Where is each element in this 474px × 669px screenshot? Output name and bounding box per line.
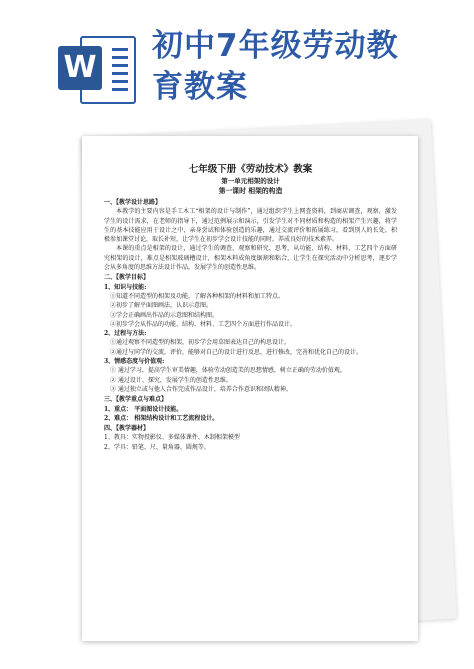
list-item: 1、重点： 平面图设计技能。	[104, 405, 183, 413]
list-item: ① 通过学习，提高学生审美情趣，体验劳动创造美的思想情感，树立正确的劳动价值观。	[110, 367, 346, 375]
list-item: 1、教具：实物投影仪、多媒体课件、木制相架模型	[104, 434, 240, 442]
sub-heading: 2、过程与方法:	[104, 330, 147, 338]
banner-title-line2: 育教案	[152, 69, 248, 105]
word-badge-icon: W	[58, 46, 102, 90]
list-item: 2、难点： 相架结构设计和工艺流程设计。	[104, 414, 219, 422]
document-title: 七年级下册《劳动技术》教案	[188, 164, 313, 175]
section-heading: 二、【教学目标】	[104, 274, 150, 282]
document-body	[104, 163, 397, 452]
section-heading: 四、【教学器材】	[104, 425, 150, 433]
list-item: ④初步学会从作品的功能、结构、材料、工艺四个方面进行作品设计。	[110, 320, 297, 328]
list-item: ②通过与同学的交流，评价，能够对自己的设计进行反思，进行修改，完善和优化自己的设计。	[110, 348, 363, 356]
paragraph: 本教学的主要内容是手工木工“相架的设计与制作”，通过组织学生上网查资料，到商店调查，观察，激发学生的设计需求，在老师的指导下，通过范例展示和演示，引发学生对不同材质和构造的相架产生兴趣，将学生的基本技能应用于设计之中，亲身尝试和体验创造的乐趣，通过交流评价和拓展练习，看到别人的长处，积极参加课堂讨论，取长补短，让学生在初步学会设计技能的同时，养成良好的技术素养。	[104, 208, 397, 244]
paragraph: 本课的重点是相架的设计，通过学生的调查，观察和研究、思考，从功能、结构、材料、工艺四个方面研究相架的设计，难点是相架玻璃槽设计，相架木料成角度锯割和粘合，让学生在探究活动中分析思考，逐步学会从多角度的思维方法设计作品，发展学生的创造性思维。	[104, 245, 397, 272]
section-heading: 三、【教学重点与难点】	[104, 396, 168, 404]
word-document-icon	[58, 36, 142, 106]
lesson-title: 第一课时 相架的构造	[218, 187, 283, 195]
list-item: ②初步了解平面图画法，认识示意图。	[110, 302, 213, 310]
list-item: ③ 通过独立或与他人合作完成作品设计，培养合作意识和团队精神。	[110, 385, 292, 393]
list-item: ①知道不同造型的相架及功能，了解各种相架的材料和加工特点。	[110, 292, 285, 300]
banner-title-line1: 初中7年级劳动教	[152, 28, 399, 64]
list-item: ③学会正确画出作品的示意图和结构图。	[110, 311, 219, 319]
sub-heading: 1、知识与技能:	[104, 283, 147, 291]
sub-heading: 3、情感态度与价值观:	[104, 358, 165, 366]
section-heading: 一、【教学设计思路】	[104, 199, 162, 206]
list-item: 2、学具：铅笔、尺、量角器、圆规等。	[104, 443, 210, 451]
header-banner	[0, 0, 474, 112]
banner-title	[152, 26, 467, 108]
document-page	[82, 136, 418, 641]
list-item: ② 通过设计、探究，发展学生的创造性思维。	[110, 376, 232, 384]
list-item: ①通过观察不同造型的相架，初步学会用草图表达自己的构思设计。	[110, 339, 291, 347]
unit-title: 第一单元相架的设计	[221, 177, 280, 185]
